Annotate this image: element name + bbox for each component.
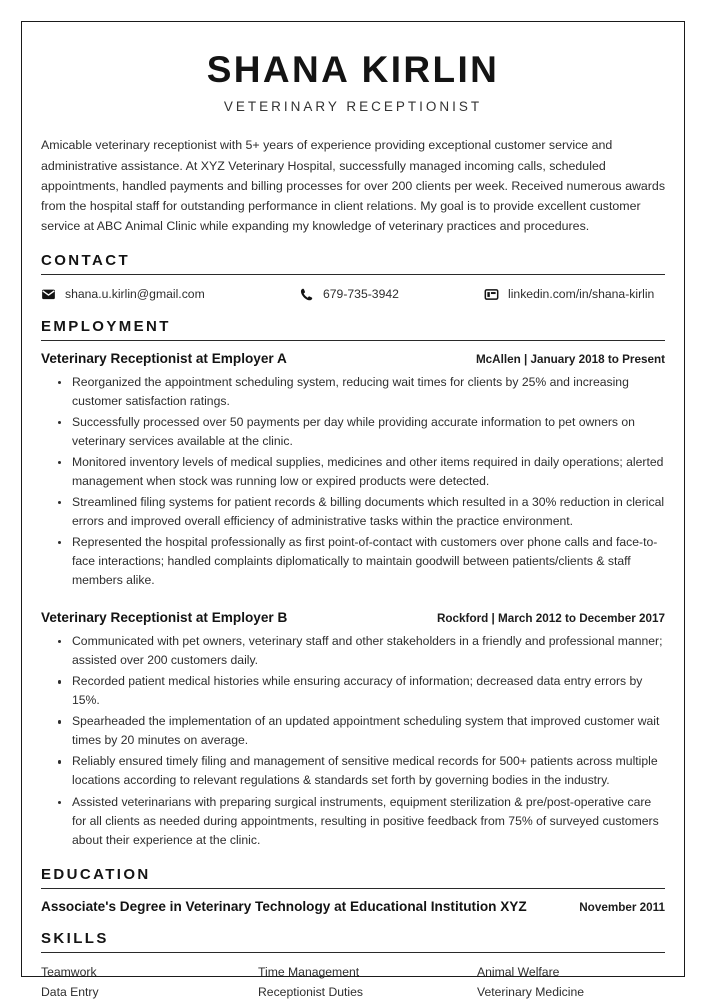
phone-icon [299, 287, 314, 302]
contact-phone[interactable] [299, 287, 484, 302]
employment-bullet-list [41, 373, 665, 590]
education-section-heading: EDUCATION [41, 865, 151, 883]
education-degree-title: Associate's Degree in Veterinary Technology at Educational Institution XYZ [41, 898, 527, 914]
contact-section-divider [41, 274, 665, 275]
contact-linkedin[interactable] [484, 287, 665, 302]
skills-section [41, 930, 665, 1002]
contact-section-heading: CONTACT [41, 251, 131, 269]
resume-content [22, 49, 684, 1003]
employment-job-meta: Rockford | March 2012 to December 2017 [436, 612, 665, 626]
contact-email[interactable] [41, 287, 299, 302]
skill-item: Data Entry [41, 985, 99, 1000]
employment-section-heading: EMPLOYMENT [41, 317, 171, 335]
employment-section [41, 318, 665, 850]
contact-row [41, 287, 665, 302]
list-item: Spearheaded the implementation of an updated appointment scheduling system that improved customer wait times by 20 minutes on average. [72, 712, 665, 750]
employment-bullet-list [41, 632, 665, 849]
skills-section-divider [41, 952, 665, 953]
candidate-name: SHANA KIRLIN [206, 49, 500, 90]
employment-entry [41, 610, 665, 849]
skill-item: Veterinary Medicine [477, 985, 585, 1000]
candidate-job-title: VETERINARY RECEPTIONIST [223, 99, 483, 115]
education-section [41, 866, 665, 914]
employment-job-title: Veterinary Receptionist at Employer A [41, 350, 287, 366]
employment-entry [41, 351, 665, 590]
list-item: Streamlined filing systems for patient records & billing documents which resulted in a 30% reduction in clerical errors and improved overall efficiency of administrative tasks within the practice environment. [72, 493, 665, 531]
employment-entry-header [41, 351, 665, 366]
list-item: Successfully processed over 50 payments per day while providing accurate information to pet owners on veterinary services available at the clinic. [72, 413, 665, 451]
list-item: Recorded patient medical histories while ensuring accuracy of information; decreased data entry errors by 15%. [72, 672, 665, 710]
employment-entry-header [41, 610, 665, 625]
list-item: Monitored inventory levels of medical supplies, medicines and other items required in daily operations; alerted management when stock was running low or expired products were detected. [72, 453, 665, 491]
contact-section [41, 252, 665, 302]
contact-phone-text: 679-735-3942 [323, 287, 399, 302]
skills-grid [41, 964, 665, 1002]
contact-email-text: shana.u.kirlin@gmail.com [65, 287, 205, 302]
resume-page [21, 21, 685, 1000]
list-item: Assisted veterinarians with preparing surgical instruments, equipment sterilization & pre/post-operative care for all clients as needed during appointments, resulting in positive feedback from 75% of surveyed customers about their experience at the clinic. [72, 793, 665, 850]
list-item: Reliably ensured timely filing and management of sensitive medical records for 500+ patients across multiple locations according to relevant regulations & standards set forth by governing bodies in the industry. [72, 752, 665, 790]
list-item: Communicated with pet owners, veterinary staff and other stakeholders in a friendly and professional manner; assisted over 200 customers daily. [72, 632, 665, 670]
education-section-divider [41, 888, 665, 889]
skill-item: Receptionist Duties [258, 985, 363, 1000]
employment-job-meta: McAllen | January 2018 to Present [475, 352, 665, 366]
contact-linkedin-text: linkedin.com/in/shana-kirlin [508, 287, 655, 302]
envelope-icon [41, 287, 56, 302]
skill-item: Time Management [258, 964, 360, 979]
skills-section-heading: SKILLS [41, 929, 109, 947]
list-item: Represented the hospital professionally as first point-of-contact with customers over phone calls and face-to-face interactions; handled complaints diplomatically to maintain goodwill between patients/clients & staff members alike. [72, 533, 665, 590]
linkedin-icon [484, 287, 499, 302]
employment-job-title: Veterinary Receptionist at Employer B [41, 610, 288, 626]
professional-summary: Amicable veterinary receptionist with 5+ years of experience providing exceptional customer service and administrative assistance. At XYZ Veterinary Hospital, successfully managed incoming calls, scheduled appointments, handled payments and billing processes for over 200 clients per week. Received numerous awards from the hospital staff for outstanding performance in client relations. My goal is to provide excellent customer service at ABC Animal Clinic while expanding my knowledge of veterinary practices and procedures. [41, 138, 666, 233]
employment-section-divider [41, 340, 665, 341]
skill-item: Teamwork [41, 964, 97, 979]
education-date: November 2011 [579, 900, 665, 914]
list-item: Reorganized the appointment scheduling system, reducing wait times for clients by 25% and increasing customer satisfaction ratings. [72, 373, 665, 411]
skill-item: Animal Welfare [477, 964, 560, 979]
education-entry [41, 899, 665, 914]
